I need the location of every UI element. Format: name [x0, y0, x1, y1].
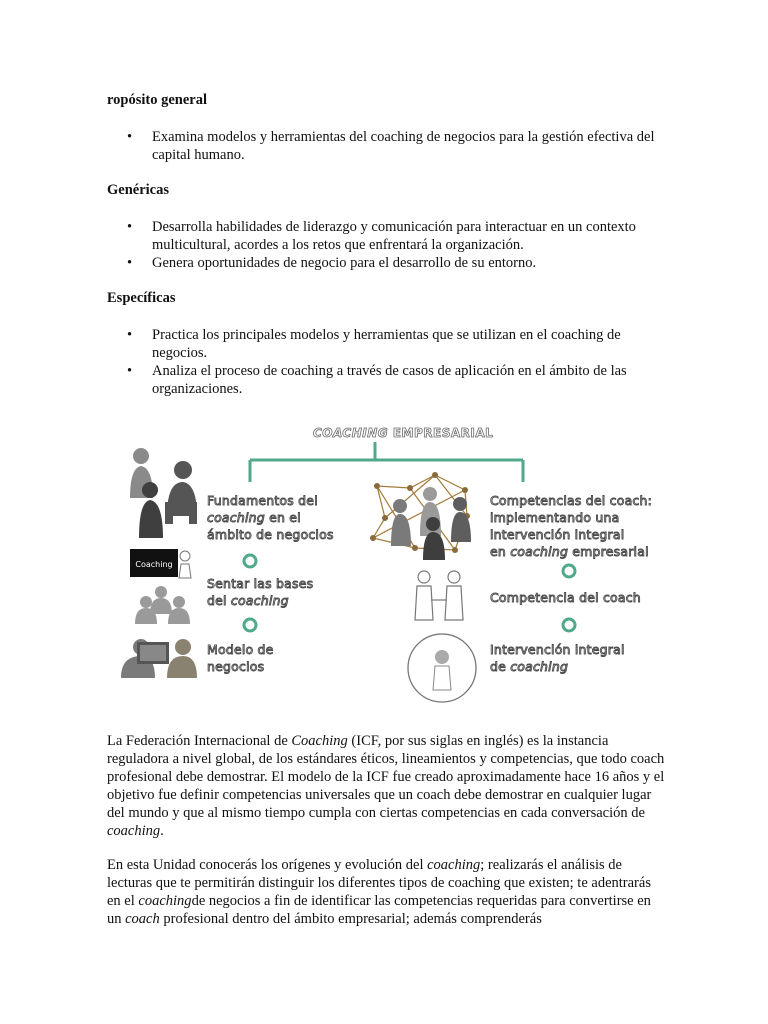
meeting-people-icon	[130, 448, 197, 538]
generic-heading: Genéricas	[107, 182, 170, 198]
list-item	[107, 128, 667, 164]
list-item	[107, 362, 667, 398]
paragraph-unit: En esta Unidad conocerás los orígenes y evolución del coaching; realizarás el análisis de lecturas que te permitirán distinguir los diferentes tipos de coaching que existen; te adentrarás en el coachingde negocios a fin de identificar las competencias requeridas para convertirse en un coach profesional dentro del ámbito empresarial; además comprenderás	[107, 857, 651, 927]
bullet-icon: •	[127, 255, 133, 271]
paragraph-icf: La Federación Internacional de Coaching (ICF, por sus siglas en inglés) es la instancia reguladora a nivel global, de los estándares éticos, lineamientos y competencias, que todo coach profesional debe demostrar. El modelo de la ICF fue creado aproximadamente hace 16 años y el objetivo fue definir competencias universales que un coach debe demostrar en cualquier lugar del mundo y que al mismo tiempo cumpla con ciertas competencias en cada conversación de coaching.	[107, 733, 665, 839]
list-item-text: Practica los principales modelos y herramientas que se utilizan en el coaching de negocios.	[152, 327, 621, 361]
left-item-modelo: Modelo de negocios	[207, 642, 274, 674]
left-item-fundamentos: Fundamentos del coaching en el ámbito de negocios	[207, 493, 334, 542]
list-item	[107, 326, 667, 362]
list-item	[107, 254, 667, 272]
network-team-icon	[370, 472, 471, 560]
computer-users-icon	[121, 639, 197, 678]
group-people-icon	[135, 586, 190, 624]
bullet-icon: •	[127, 327, 133, 343]
right-item-intervencion: Intervención integral de coaching	[490, 642, 625, 674]
purpose-heading: ropósito general	[107, 92, 208, 108]
right-item-competencia-coach: Competencia del coach	[490, 590, 641, 605]
svg-text:Coaching: Coaching	[135, 560, 173, 569]
diagram-title: COACHING EMPRESARIAL	[313, 426, 494, 440]
bullet-icon: •	[127, 363, 133, 379]
bullet-icon: •	[127, 129, 133, 145]
list-item-text: Genera oportunidades de negocio para el desarrollo de su entorno.	[152, 255, 537, 271]
right-item-competencias: Competencias del coach: implementando una intervención integral en coaching empresarial	[490, 493, 653, 559]
chalkboard-icon	[130, 549, 191, 578]
left-item-bases: Sentar las bases del coaching	[207, 576, 314, 608]
coaching-diagram	[115, 420, 660, 710]
bracket-connector	[250, 442, 523, 482]
list-item-text: Desarrolla habilidades de liderazgo y comunicación para interactuar en un contexto multicultural, acordes a los retos que enfrentará la organización.	[152, 219, 636, 253]
handshake-icon	[415, 571, 463, 620]
specific-heading: Específicas	[107, 290, 176, 306]
list-item-text: Analiza el proceso de coaching a través de casos de aplicación en el ámbito de las organizaciones.	[152, 363, 627, 397]
list-item	[107, 218, 667, 254]
bullet-icon: •	[127, 219, 133, 235]
list-item-text: Examina modelos y herramientas del coaching de negocios para la gestión efectiva del capital humano.	[152, 129, 655, 163]
person-circle-icon	[408, 634, 476, 702]
